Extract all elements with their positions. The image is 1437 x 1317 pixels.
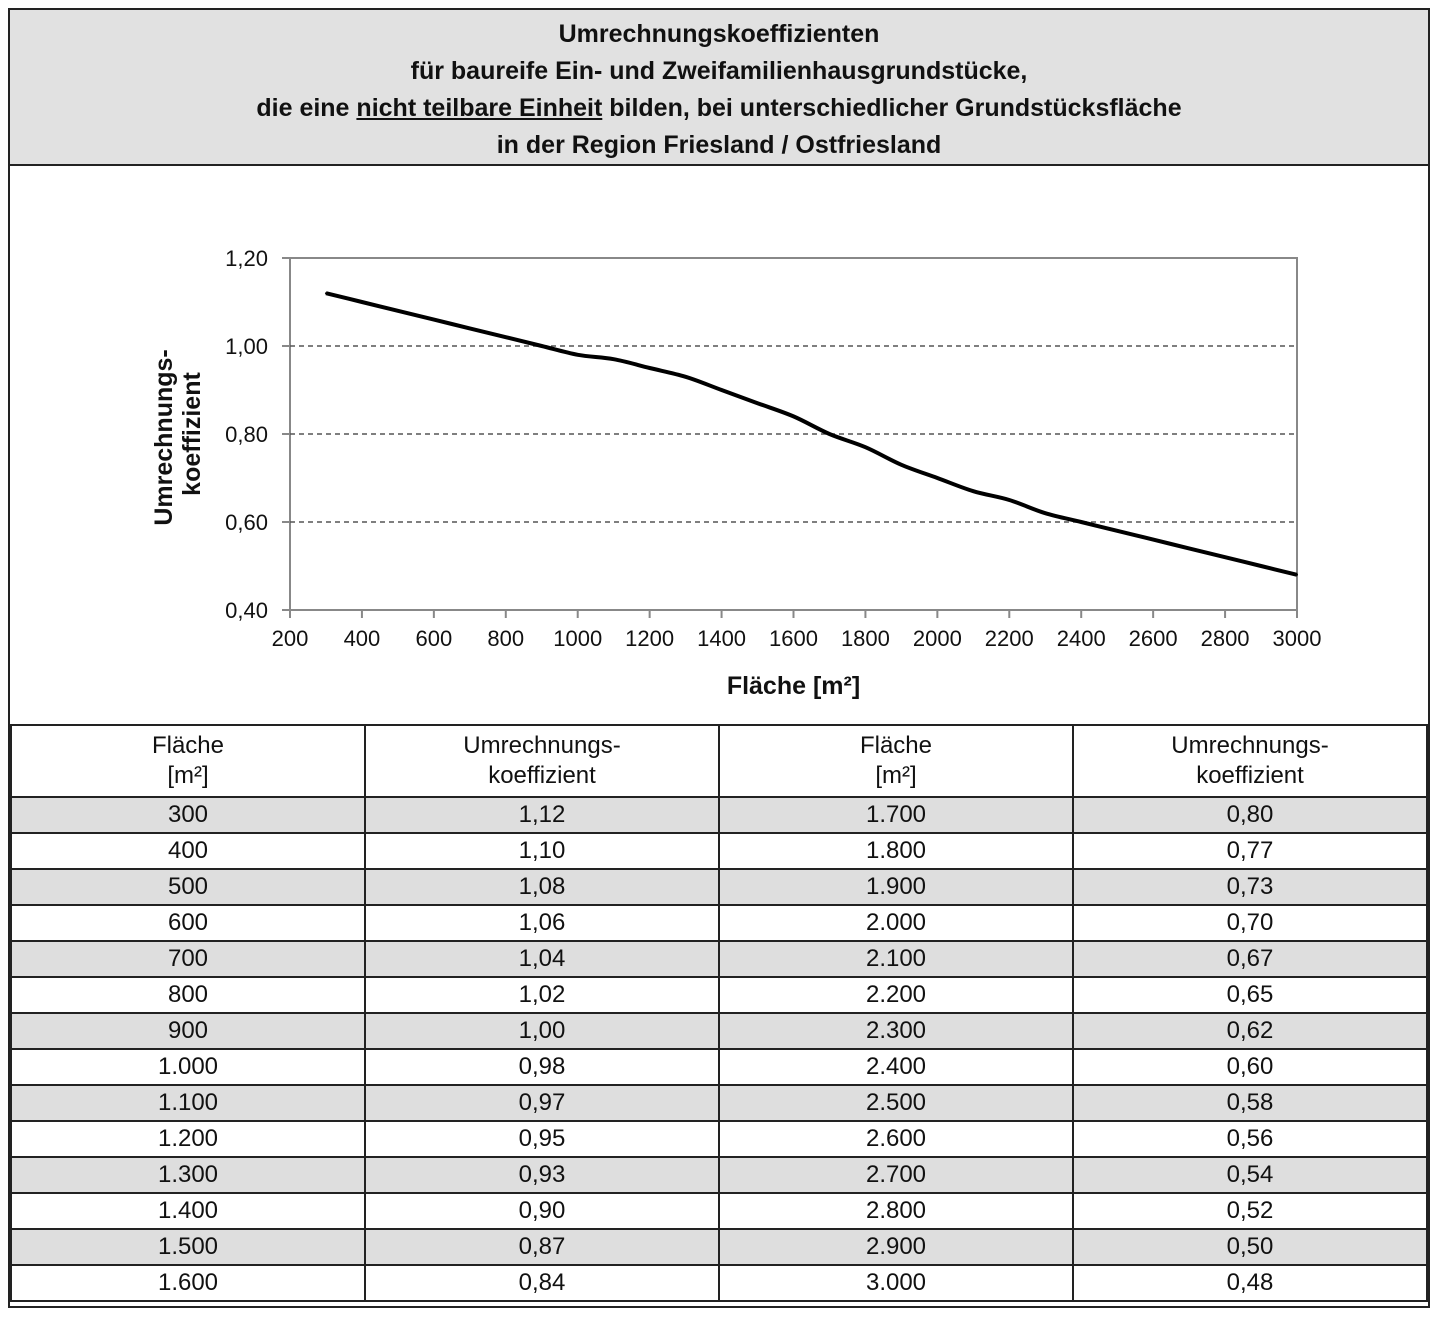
x-tick-label: 2600 <box>1128 626 1178 651</box>
x-axis-title: Fläche [m²] <box>726 672 861 700</box>
y-tick-label: 0,40 <box>225 598 268 623</box>
cell-koeffizient: 0,70 <box>1073 905 1427 941</box>
cell-koeffizient: 0,62 <box>1073 1013 1427 1049</box>
header-label: Umrechnungs- <box>1171 732 1329 759</box>
header-koeffizient-2 <box>1073 725 1427 797</box>
cell-flaeche: 600 <box>11 905 365 941</box>
y-axis-title-line-2: koeffizient <box>178 372 206 496</box>
data-point <box>828 433 830 435</box>
cell-koeffizient: 0,90 <box>365 1193 719 1229</box>
x-tick-label: 1000 <box>553 626 603 651</box>
cell-koeffizient: 1,12 <box>365 797 719 833</box>
cell-flaeche: 1.000 <box>11 1049 365 1085</box>
cell-koeffizient: 0,48 <box>1073 1265 1427 1301</box>
y-tick-label: 1,20 <box>225 246 268 271</box>
cell-flaeche: 2.400 <box>719 1049 1073 1085</box>
data-point <box>541 345 543 347</box>
cell-koeffizient: 1,00 <box>365 1013 719 1049</box>
x-tick-label: 800 <box>487 626 525 651</box>
cell-koeffizient: 0,80 <box>1073 797 1427 833</box>
table-row <box>11 1121 1427 1157</box>
x-tick-label: 400 <box>343 626 381 651</box>
cell-koeffizient: 0,95 <box>365 1121 719 1157</box>
cell-koeffizient: 0,77 <box>1073 833 1427 869</box>
data-point <box>1008 499 1010 501</box>
table-row <box>11 1265 1427 1301</box>
table-row <box>11 905 1427 941</box>
figure-header <box>10 10 1428 166</box>
data-point <box>361 301 363 303</box>
cell-koeffizient: 0,56 <box>1073 1121 1427 1157</box>
cell-koeffizient: 0,93 <box>365 1157 719 1193</box>
line-chart <box>10 166 1428 724</box>
x-tick-label: 1400 <box>697 626 747 651</box>
header-unit: [m²] <box>875 762 917 789</box>
figure-frame <box>8 8 1430 1308</box>
header-label: Umrechnungs- <box>463 732 621 759</box>
cell-flaeche: 2.900 <box>719 1229 1073 1265</box>
header-label: Fläche <box>859 732 933 759</box>
cell-flaeche: 300 <box>11 797 365 833</box>
cell-koeffizient: 0,65 <box>1073 977 1427 1013</box>
grid-lines <box>290 346 1297 522</box>
title-line-3-pre: die eine <box>256 94 357 122</box>
title-line-4: in der Region Friesland / Ostfriesland <box>496 131 942 159</box>
data-point <box>972 490 974 492</box>
cell-flaeche: 700 <box>11 941 365 977</box>
header-label: Fläche <box>151 732 225 759</box>
cell-flaeche: 2.300 <box>719 1013 1073 1049</box>
cell-flaeche: 1.600 <box>11 1265 365 1301</box>
cell-flaeche: 1.700 <box>719 797 1073 833</box>
header-unit: [m²] <box>167 762 209 789</box>
x-tick-label: 1600 <box>769 626 818 651</box>
y-tick-label: 1,00 <box>225 334 268 359</box>
x-tick-label: 1200 <box>625 626 675 651</box>
data-point <box>685 376 687 378</box>
cell-koeffizient: 1,06 <box>365 905 719 941</box>
cell-koeffizient: 1,04 <box>365 941 719 977</box>
cell-flaeche: 2.200 <box>719 977 1073 1013</box>
cell-flaeche: 1.400 <box>11 1193 365 1229</box>
cell-flaeche: 2.100 <box>719 941 1073 977</box>
table-row <box>11 1085 1427 1121</box>
table-header-row <box>11 725 1427 797</box>
title-line-3 <box>10 90 1428 127</box>
cell-flaeche: 3.000 <box>719 1265 1073 1301</box>
table-row <box>11 1013 1427 1049</box>
cell-flaeche: 2.600 <box>719 1121 1073 1157</box>
table-row <box>11 977 1427 1013</box>
cell-koeffizient: 0,60 <box>1073 1049 1427 1085</box>
data-point <box>1260 565 1262 567</box>
cell-flaeche: 400 <box>11 833 365 869</box>
table-row <box>11 869 1427 905</box>
cell-flaeche: 2.000 <box>719 905 1073 941</box>
cell-koeffizient: 0,98 <box>365 1049 719 1085</box>
y-tick-label: 0,80 <box>225 422 268 447</box>
data-point <box>1152 539 1154 541</box>
title-line-3-post: bilden, bei unterschiedlicher Grundstücksfläche <box>602 94 1182 122</box>
cell-koeffizient: 0,52 <box>1073 1193 1427 1229</box>
x-tick-label: 2200 <box>984 626 1034 651</box>
table-row <box>11 833 1427 869</box>
x-tick-label: 2000 <box>912 626 962 651</box>
data-point <box>864 446 866 448</box>
y-axis-title <box>150 342 206 525</box>
y-axis-ticks <box>225 246 290 623</box>
data-point <box>1224 556 1226 558</box>
data-point <box>900 464 902 466</box>
table-row <box>11 1229 1427 1265</box>
cell-flaeche: 800 <box>11 977 365 1013</box>
header-label: koeffizient <box>488 762 596 789</box>
x-tick-label: 200 <box>271 626 309 651</box>
title-line-1: Umrechnungskoeffizienten <box>558 20 880 48</box>
cell-koeffizient: 0,87 <box>365 1229 719 1265</box>
cell-flaeche: 1.100 <box>11 1085 365 1121</box>
header-flaeche-2 <box>719 725 1073 797</box>
data-point <box>505 336 507 338</box>
data-point <box>613 358 615 360</box>
x-axis-ticks <box>272 610 1322 651</box>
cell-koeffizient: 0,54 <box>1073 1157 1427 1193</box>
title-line-3-underlined: nicht teilbare Einheit <box>356 94 603 122</box>
data-point <box>757 402 759 404</box>
table-row <box>11 1193 1427 1229</box>
cell-flaeche: 2.800 <box>719 1193 1073 1229</box>
cell-koeffizient: 0,67 <box>1073 941 1427 977</box>
data-point <box>1188 547 1190 549</box>
cell-koeffizient: 1,08 <box>365 869 719 905</box>
cell-koeffizient: 0,58 <box>1073 1085 1427 1121</box>
x-tick-label: 1800 <box>840 626 890 651</box>
cell-flaeche: 2.700 <box>719 1157 1073 1193</box>
y-tick-label: 0,60 <box>225 510 268 535</box>
x-tick-label: 2400 <box>1056 626 1106 651</box>
header-label: koeffizient <box>1196 762 1304 789</box>
data-point <box>469 327 471 329</box>
data-point <box>433 319 435 321</box>
table-row <box>11 941 1427 977</box>
cell-flaeche: 1.900 <box>719 869 1073 905</box>
cell-flaeche: 2.500 <box>719 1085 1073 1121</box>
title-line-2: für baureife Ein- und Zweifamilienhausgrundstücke, <box>410 57 1028 85</box>
data-point <box>1044 512 1046 514</box>
cell-flaeche: 1.200 <box>11 1121 365 1157</box>
cell-koeffizient: 0,73 <box>1073 869 1427 905</box>
x-tick-label: 2800 <box>1200 626 1250 651</box>
table-row <box>11 1157 1427 1193</box>
data-point <box>721 389 723 391</box>
data-point <box>649 367 651 369</box>
data-point <box>1080 521 1082 523</box>
cell-flaeche: 1.500 <box>11 1229 365 1265</box>
data-point <box>397 310 399 312</box>
data-point <box>936 477 938 479</box>
table-row <box>11 1049 1427 1085</box>
header-flaeche-1 <box>11 725 365 797</box>
cell-koeffizient: 0,97 <box>365 1085 719 1121</box>
y-axis-title-line-1: Umrechnungs- <box>150 349 178 526</box>
cell-flaeche: 1.800 <box>719 833 1073 869</box>
cell-flaeche: 500 <box>11 869 365 905</box>
header-koeffizient-1 <box>365 725 719 797</box>
data-point <box>577 354 579 356</box>
x-tick-label: 3000 <box>1272 626 1322 651</box>
data-point <box>1296 574 1298 576</box>
cell-flaeche: 1.300 <box>11 1157 365 1193</box>
cell-koeffizient: 1,10 <box>365 833 719 869</box>
cell-koeffizient: 0,50 <box>1073 1229 1427 1265</box>
cell-koeffizient: 0,84 <box>365 1265 719 1301</box>
data-table <box>10 724 1428 1302</box>
x-tick-label: 600 <box>415 626 453 651</box>
data-point <box>1116 530 1118 532</box>
table-row <box>11 797 1427 833</box>
cell-flaeche: 900 <box>11 1013 365 1049</box>
data-point <box>793 415 795 417</box>
cell-koeffizient: 1,02 <box>365 977 719 1013</box>
data-point <box>325 292 327 294</box>
